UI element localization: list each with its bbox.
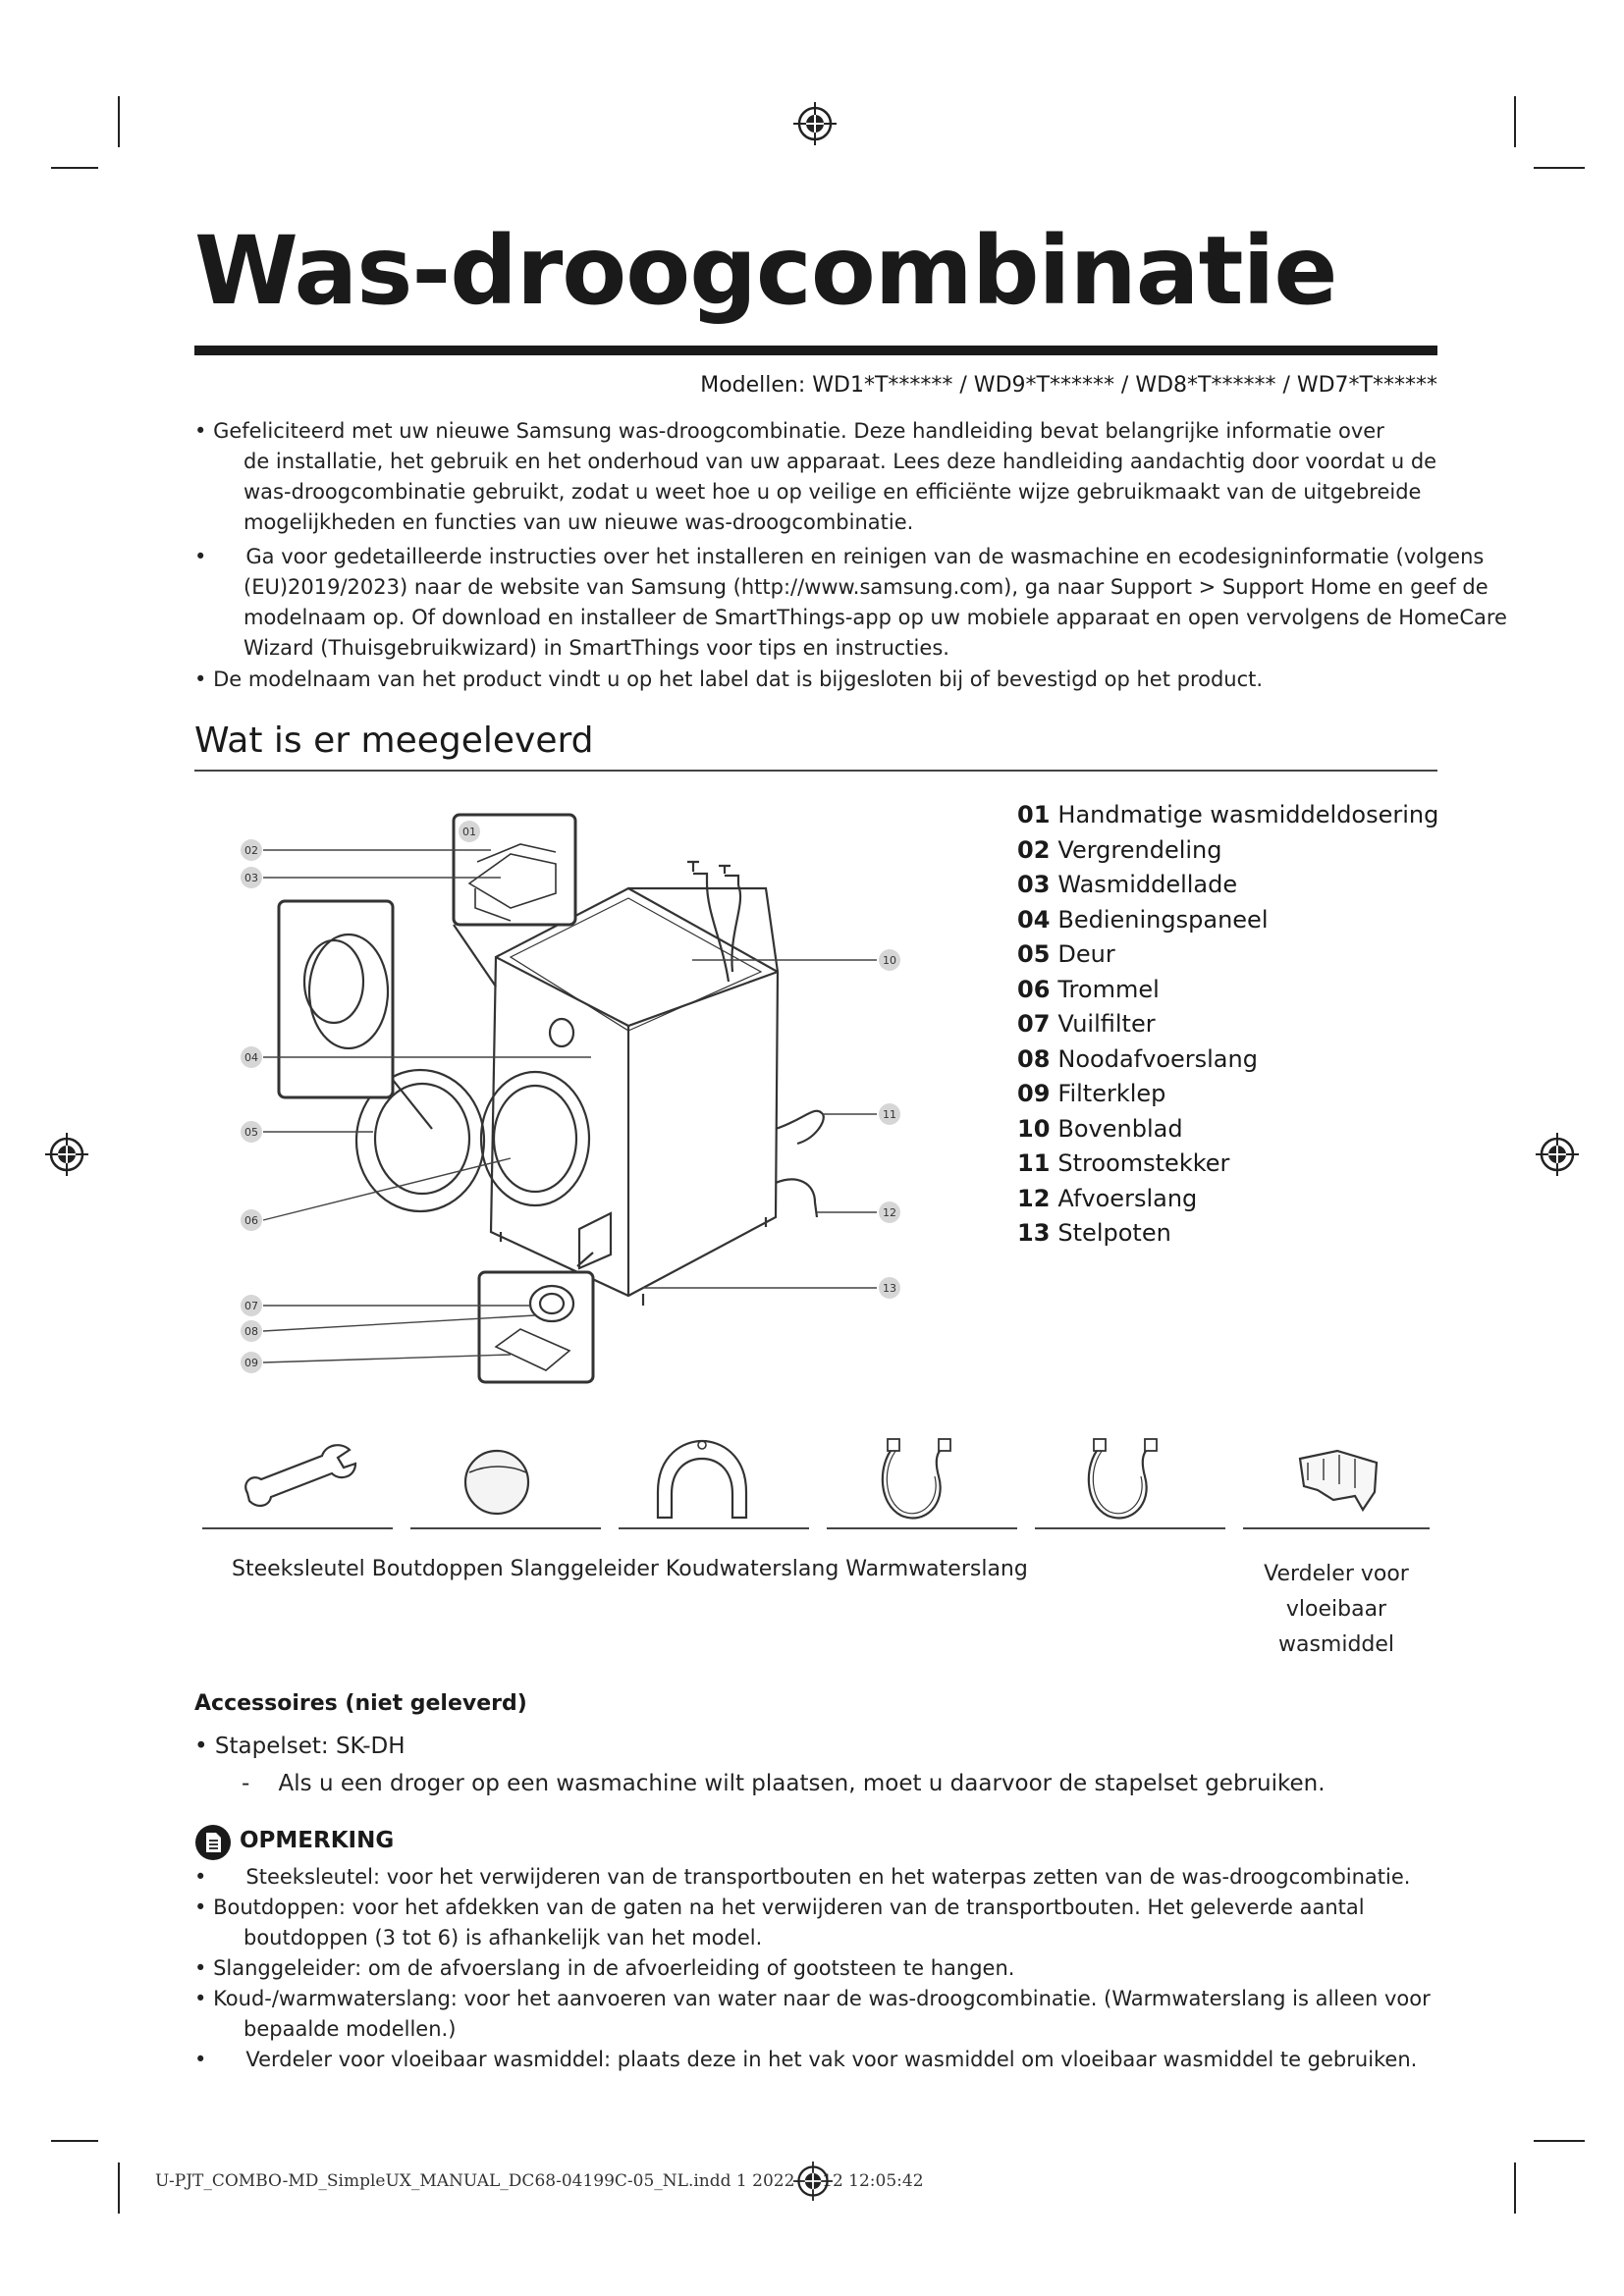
- crop-mark: [51, 167, 98, 169]
- accessories-heading: Accessoires (niet geleverd): [194, 1691, 527, 1716]
- bolt-cap-icon: [458, 1443, 536, 1522]
- list-item: 02 Vergrendeling: [1017, 835, 1222, 864]
- list-item: • Verdeler voor vloeibaar wasmiddel: plaats deze in het vak voor wasmiddel om vloeibaar wasmiddel te gebruiken.: [194, 2048, 1418, 2071]
- list-item: 12 Afvoerslang: [1017, 1184, 1198, 1212]
- callout-02: 02: [244, 844, 258, 857]
- crop-mark: [51, 2140, 98, 2142]
- callout-10: 10: [883, 954, 896, 967]
- page-title: Was-droogcombinatie: [194, 216, 1337, 326]
- callout-05: 05: [244, 1126, 258, 1139]
- crop-mark: [118, 96, 120, 147]
- print-footer: U-PJT_COMBO-MD_SimpleUX_MANUAL_DC68-04199C-05_NL.indd 1 2022- 12 12:05:42: [155, 2171, 924, 2191]
- accessory-rule: [410, 1527, 601, 1529]
- registration-mark-icon: [45, 1133, 88, 1176]
- list-item: • Steeksleutel: voor het verwijderen van de transportbouten en het waterpas zetten van de was-droogcombinatie.: [194, 1865, 1411, 1889]
- distributor-label: Verdeler voor vloeibaar wasmiddel: [1264, 1562, 1409, 1657]
- list-item: 04 Bedieningspaneel: [1017, 905, 1269, 934]
- parts-list: [1017, 798, 1438, 1252]
- callout-06: 06: [244, 1214, 258, 1227]
- list-item: • Boutdoppen: voor het afdekken van de gaten na het verwijderen van de transportbouten. Het geleverde aantal: [194, 1896, 1365, 1919]
- list-item: 06 Trommel: [1017, 975, 1160, 1003]
- stacking-kit-item: • Stapelset: SK-DH: [194, 1734, 406, 1759]
- crop-mark: [118, 2163, 120, 2214]
- list-item: 05 Deur: [1017, 940, 1115, 968]
- crop-mark: [1534, 167, 1585, 169]
- crop-mark: [1534, 2140, 1585, 2142]
- accessory-rule: [1035, 1527, 1225, 1529]
- title-rule: [194, 346, 1437, 355]
- registration-mark-icon: [793, 102, 837, 145]
- list-item: 07 Vuilfilter: [1017, 1010, 1156, 1038]
- list-item: • Koud-/warmwaterslang: voor het aanvoeren van water naar de was-droogcombinatie. (Warmwaterslang is alleen voor: [194, 1987, 1431, 2010]
- callout-13: 13: [883, 1282, 896, 1295]
- note-heading: OPMERKING: [240, 1828, 395, 1853]
- intro-bullet-3: • De modelnaam van het product vindt u op het label dat is bijgesloten bij of bevestigd op het product.: [194, 667, 1264, 691]
- accessory-rule: [202, 1527, 393, 1529]
- bullet-mark: •: [194, 419, 207, 443]
- list-item: 09 Filterklep: [1017, 1080, 1166, 1107]
- list-item: 01 Handmatige wasmiddeldosering: [1017, 801, 1439, 828]
- cold-water-hose-icon: [872, 1435, 960, 1523]
- section-heading: Wat is er meegeleverd: [194, 721, 594, 761]
- bullet-mark: •: [194, 545, 207, 568]
- crop-mark: [1514, 96, 1516, 147]
- accessory-rule: [827, 1527, 1017, 1529]
- washer-diagram: [226, 805, 933, 1394]
- callout-11: 11: [883, 1108, 896, 1121]
- registration-mark-icon: [1536, 1133, 1579, 1176]
- detergent-distributor-icon: [1294, 1441, 1382, 1523]
- note-icon: [194, 1824, 232, 1861]
- callout-04: 04: [244, 1051, 258, 1064]
- list-item: 10 Bovenblad: [1017, 1114, 1183, 1143]
- list-item: 08 Noodafvoerslang: [1017, 1044, 1258, 1073]
- accessory-rule: [1243, 1527, 1430, 1529]
- hot-water-hose-icon: [1078, 1435, 1166, 1523]
- callout-09: 09: [244, 1357, 258, 1369]
- intro-bullet-1: • Gefeliciteerd met uw nieuwe Samsung was-droogcombinatie. Deze handleiding bevat belangrijke informatie over de installatie, het gebruik en het onderhoud van uw apparaat. Lees deze handleiding aandachtig door voordat u de was-droogcombinatie gebruikt, zodat u weet hoe u op veilige en efficiënte wijze gebruikmaakt van de uitgebreide mogelijkheden en functies van uw nieuwe was-droogcombinatie.: [194, 419, 1437, 534]
- callout-03: 03: [244, 872, 258, 884]
- stacking-kit-note: - Als u een droger op een wasmachine wilt plaatsen, moet u daarvoor de stapelset gebruiken.: [242, 1771, 1326, 1796]
- section-rule: [194, 770, 1437, 772]
- crop-mark: [1514, 2163, 1516, 2214]
- bullet-mark: •: [194, 667, 207, 691]
- intro-bullet-2: • Ga voor gedetailleerde instructies over het installeren en reinigen van de wasmachine en ecodesigninformatie (volgens (EU)2019/2023) naar de website van Samsung (http://www.samsung.com), ga naar Support > Support Home en geef de modelnaam op. Of download en installeer de SmartThings-app op uw mobiele apparaat en open vervolgens de HomeCare Wizard (Thuisgebruikwizard) in SmartThings voor tips en instructies.: [194, 545, 1507, 660]
- callout-01: 01: [462, 826, 476, 838]
- hose-guide-icon: [648, 1433, 756, 1523]
- note-list: • Steeksleutel: voor het verwijderen van de transportbouten en het waterpas zetten van de was-droogcombinatie. • Boutdoppen: voor het afdekken van de gaten na het verwijderen van de transportbouten. Het geleverde aantal boutdoppen (3 tot 6) is afhankelijk van het model. • Slanggeleider: om de afvoerslang in de afvoerleiding of gootsteen te hangen. • Koud-/warmwaterslang: voor het aanvoeren van water naar de was-droogcombinatie. (Warmwaterslang is alleen voor bepaalde modellen.) • Verdeler voor vloeibaar wasmiddel: plaats deze in het vak voor wasmiddel om vloeibaar wasmiddel te gebruiken.: [194, 1862, 1431, 2075]
- accessory-rule: [619, 1527, 809, 1529]
- registration-mark-icon: [793, 2162, 833, 2201]
- model-list: Modellen: WD1*T****** / WD9*T****** / WD8*T****** / WD7*T******: [700, 373, 1437, 398]
- callout-12: 12: [883, 1206, 896, 1219]
- list-item: 11 Stroomstekker: [1017, 1149, 1230, 1177]
- accessory-labels: Steeksleutel Boutdoppen Slanggeleider Koudwaterslang Warmwaterslang: [232, 1557, 1028, 1581]
- callout-08: 08: [244, 1325, 258, 1338]
- callout-07: 07: [244, 1300, 258, 1312]
- list-item: 03 Wasmiddellade: [1017, 871, 1238, 898]
- list-item: • Slanggeleider: om de afvoerslang in de afvoerleiding of gootsteen te hangen.: [194, 1956, 1015, 1980]
- list-item: 13 Stelpoten: [1017, 1219, 1171, 1247]
- wrench-icon: [236, 1438, 363, 1517]
